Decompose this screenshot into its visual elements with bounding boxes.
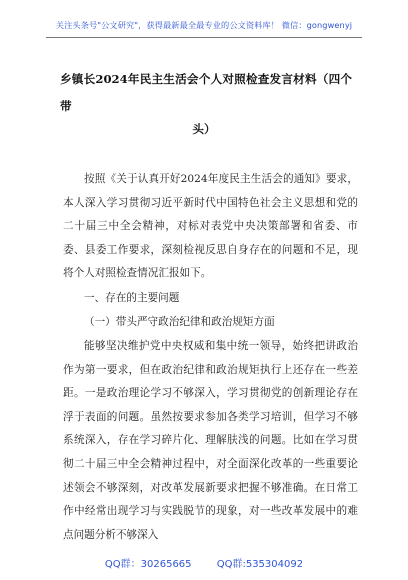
header-divider [46,37,362,38]
body-paragraph: 能够坚决维护党中央权威和集中统一领导，始终把讲政治作为第一要求，但在政治纪律和政治规矩执行上还存在一些差距。一是政治理论学习不够深入，学习贯彻党的创新理论存在浮于表面的问题。虽然按要求参加各类学习培训，但学习不够系统深入，存在学习碎片化、理解肤浅的问题。比如在学习贯彻二十届三中全会精神过程中，对全面深化改革的一些重要论述领会不够深刻，对改革发展新要求把握不够准确。在日常工作中经常出现学习与实践脱节的现象，对一些改革发展中的难点问题分析不够深入 [63,340,358,541]
section-heading: 一、存在的主要问题 [84,292,180,304]
footer-promo-banner [0,555,408,570]
header-promo-banner: 关注头条号"公文研究"，获得最新最全最专业的公文资料库！ 微信：gongwenyj [55,20,353,30]
footer-qq-group-2: QQ群:535304092 [216,559,304,570]
intro-paragraph: 按照《关于认真开好2024年度民主生活会的通知》要求，本人深入学习贯彻习近平新时代中国特色社会主义思想和党的二十届三中全会精神，对标对表党中央决策部署和省委、市委、县委工作要求，深刻检视反思自身存在的问题和不足，现将个人对照检查情况汇报如下。 [63,173,358,280]
footer-qq-group-1: QQ群：30265665 [104,559,192,570]
subsection-heading: （一）带头严守政治纪律和政治规矩方面 [84,316,275,328]
document-title: 乡镇长2024年民主生活会个人对照检查发言材料（四个带 [60,72,352,113]
document-title-continued: 头） [192,122,216,136]
